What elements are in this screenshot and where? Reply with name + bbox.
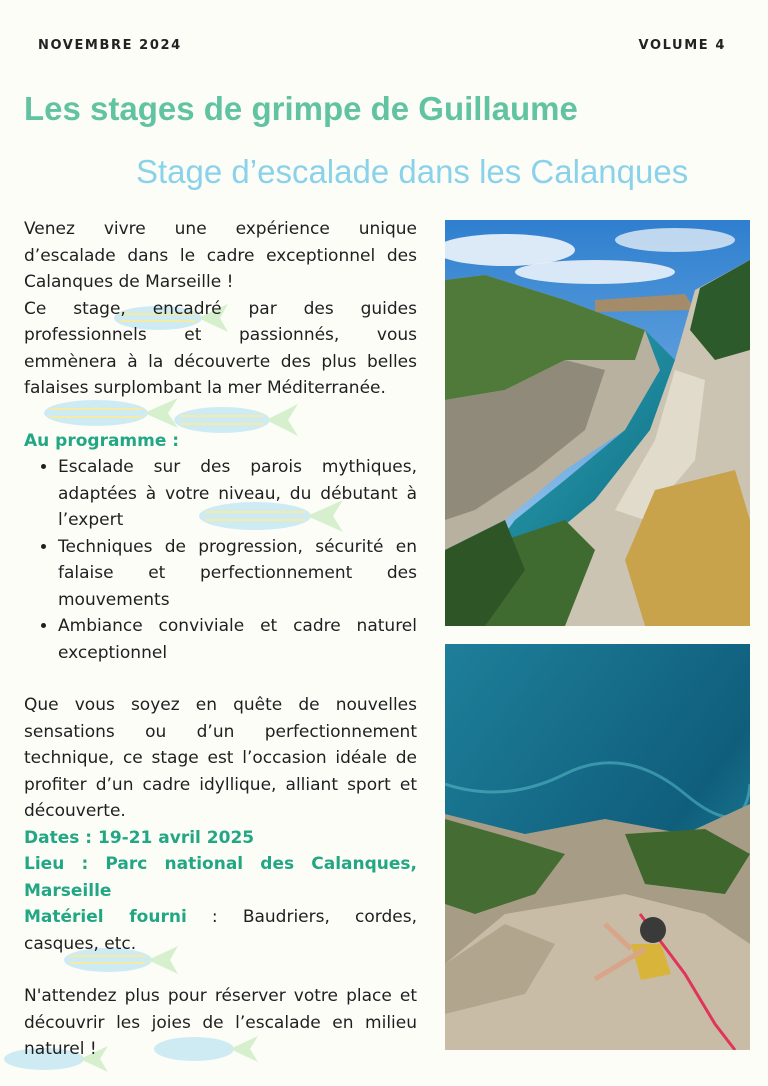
calanque-photo (445, 220, 750, 626)
list-item: • Techniques de progression, sécurité en falaise et perfectionnement des mouvements (58, 534, 417, 614)
programme-list (24, 454, 417, 666)
dates-line: Dates : 19-21 avril 2025 (24, 827, 255, 848)
page-title: Les stages de grimpe de Guillaume (24, 90, 578, 127)
equipment-label: Matériel fourni (24, 907, 187, 927)
issue-date: NOVEMBRE 2024 (38, 38, 182, 53)
closing-paragraph: Que vous soyez en quête de nouvelles sensations ou d’un perfectionnement technique, ce stage est l’occasion idéale de profiter d’un cadre idyllique, alliant sport et découverte. (24, 695, 417, 821)
equipment-line (24, 904, 417, 957)
location-line: Lieu : Parc national des Calanques, Marseille (24, 854, 417, 901)
climber-photo (445, 644, 750, 1050)
article-body (24, 216, 417, 1063)
intro-paragraph-2: Ce stage, encadré par des guides professionnels et passionnés, vous emmènera à la découverte des plus belles falaises surplombant la mer Méditerranée. (24, 298, 417, 398)
call-to-action: N'attendez plus pour réserver votre place et découvrir les joies de l’escalade en milieu naturel ! (24, 986, 417, 1059)
issue-volume: VOLUME 4 (638, 38, 726, 53)
page-subtitle: Stage d’escalade dans les Calanques (136, 153, 689, 190)
equipment-value: : Baudriers, cordes, casques, etc. (24, 907, 417, 954)
list-item: • Ambiance conviviale et cadre naturel exceptionnel (58, 613, 417, 666)
intro-paragraph-1: Venez vivre une expérience unique d’escalade dans le cadre exceptionnel des Calanques de Marseille ! (24, 219, 417, 292)
programme-heading: Au programme : (24, 430, 180, 451)
list-item: • Escalade sur des parois mythiques, adaptées à votre niveau, du débutant à l’expert (58, 454, 417, 534)
